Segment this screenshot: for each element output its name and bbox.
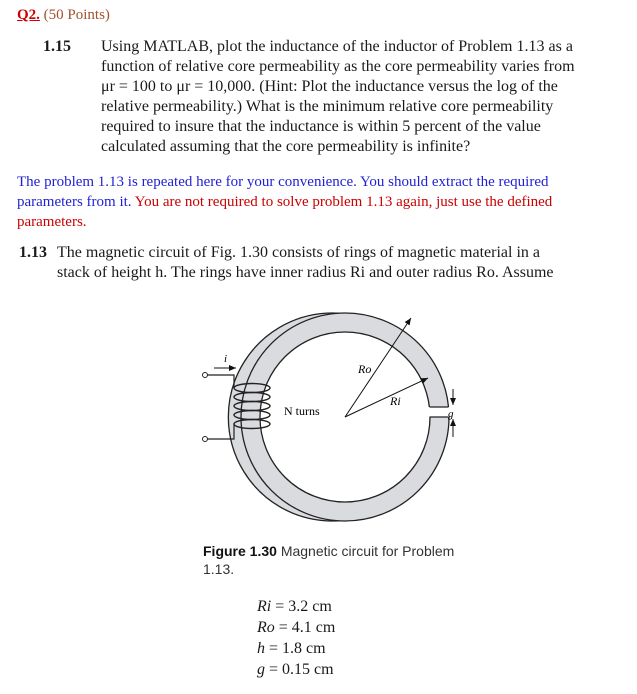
problem-115-line: Using MATLAB, plot the inductance of the inductor of Problem 1.13 as a (101, 38, 573, 55)
problem-113-number: 1.13 (19, 244, 47, 261)
parameter-row (257, 638, 335, 659)
magnetic-circuit-figure (190, 285, 480, 540)
current-label: i (224, 353, 228, 365)
note-blue-text: The problem 1.13 is repeated here for your convenience. You should extract the required parameters from it. (17, 174, 549, 210)
question-header (17, 7, 110, 24)
convenience-note (17, 172, 617, 232)
problem-115-line: calculated assuming that the core permeability is infinite? (101, 138, 471, 155)
parameter-value: = 4.1 cm (278, 619, 336, 636)
parameter-value: = 3.2 cm (275, 598, 332, 615)
parameter-row (257, 659, 335, 680)
parameter-value: = 0.15 cm (269, 661, 334, 678)
terminal-top (203, 373, 208, 378)
parameter-symbol: h (257, 640, 265, 657)
problem-113-text (57, 243, 617, 283)
question-number: Q2. (17, 7, 40, 23)
parameter-list (257, 596, 335, 680)
parameter-value: = 1.8 cm (269, 640, 326, 657)
inner-radius-symbol: Ri (390, 394, 401, 408)
note-red-text: You are not required to solve problem 1.13 again, just use the defined parameters. (17, 194, 553, 230)
parameter-row (257, 617, 335, 638)
problem-115-line: function of relative core permeability as the core permeability varies from (101, 58, 575, 75)
problem-113-line: stack of height h. The rings have inner radius Ri and outer radius Ro. Assume (57, 264, 554, 281)
coil-lead-top (207, 375, 234, 388)
ring-shape (241, 313, 454, 521)
question-points: (50 Points) (43, 7, 110, 23)
problem-115-line: required to insure that the inductance is within 5 percent of the value (101, 118, 541, 135)
figure-caption-text: Magnetic circuit for Problem 1.13. (203, 543, 455, 577)
inner-radius-label (389, 394, 401, 408)
figure-caption (203, 542, 463, 578)
problem-113-line: The magnetic circuit of Fig. 1.30 consists of rings of magnetic material in a (57, 244, 540, 261)
problem-115-line: relative permeability.) What is the minimum relative core permeability (101, 98, 554, 115)
problem-115-line: μr = 100 to μr = 10,000. (Hint: Plot the inductance versus the log of the (101, 78, 558, 95)
problem-115-number: 1.15 (43, 38, 71, 55)
turns-label: N turns (284, 404, 320, 418)
parameter-row (257, 596, 335, 617)
parameter-symbol: g (257, 661, 265, 678)
outer-radius-symbol: Ro (358, 362, 372, 376)
terminal-bottom (203, 437, 208, 442)
parameter-symbol: Ri (257, 598, 272, 615)
outer-radius-label (357, 362, 371, 376)
gap-label: g (448, 408, 454, 420)
parameter-symbol: Ro (257, 619, 275, 636)
problem-115-text (101, 37, 601, 157)
figure-caption-label: Figure 1.30 (203, 543, 277, 559)
